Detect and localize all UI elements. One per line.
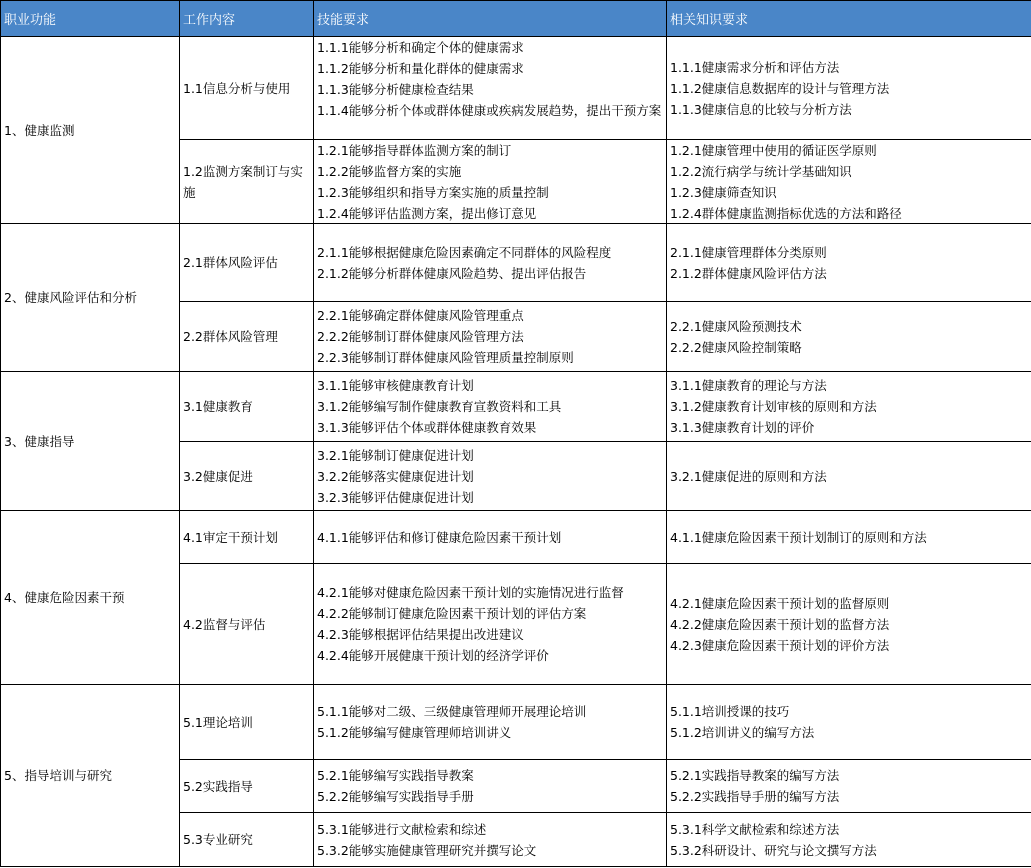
knowledge-item: 2.1.2群体健康风险评估方法 [670, 265, 827, 281]
knowledge-item: 1.2.1健康管理中使用的循证医学原则 [670, 143, 877, 158]
work-content-cell[interactable]: 2.1群体风险评估 [180, 224, 314, 302]
skill-item: 1.1.4能够分析个体或群体健康或疾病发展趋势，提出干预方案 [317, 103, 662, 118]
skill-item: 5.2.1能够编写实践指导教案 [317, 768, 474, 783]
knowledge-cell[interactable] [667, 302, 1031, 372]
table-row [1, 685, 1031, 760]
skill-item: 1.2.2能够监督方案的实施 [317, 164, 462, 179]
skill-cell[interactable] [314, 564, 667, 685]
knowledge-cell[interactable] [667, 37, 1031, 140]
skill-item: 1.2.3能够组织和指导方案实施的质量控制 [317, 185, 549, 200]
header-row [1, 1, 1031, 37]
header-function[interactable]: 职业功能 [1, 1, 180, 37]
function-cell[interactable]: 2、健康风险评估和分析 [1, 224, 180, 372]
knowledge-item: 1.2.3健康筛查知识 [670, 185, 777, 200]
skill-item: 5.3.1能够进行文献检索和综述 [317, 821, 487, 837]
knowledge-item: 5.2.1实践指导教案的编写方法 [670, 768, 840, 783]
knowledge-cell[interactable] [667, 224, 1031, 302]
function-cell[interactable]: 4、健康危险因素干预 [1, 511, 180, 685]
knowledge-item: 5.2.2实践指导手册的编写方法 [670, 789, 840, 804]
table-row [1, 37, 1031, 140]
skill-item: 4.2.3能够根据评估结果提出改进建议 [317, 627, 524, 642]
skill-item: 4.2.4能够开展健康干预计划的经济学评价 [317, 648, 549, 663]
skill-item: 3.2.1能够制订健康促进计划 [317, 447, 474, 463]
knowledge-cell[interactable] [667, 140, 1031, 224]
skill-cell[interactable] [314, 760, 667, 813]
skill-item: 5.1.1能够对二级、三级健康管理师开展理论培训 [317, 704, 587, 719]
skill-item: 3.1.2能够编写制作健康教育宣教资料和工具 [317, 399, 562, 414]
skill-item: 2.2.1能够确定群体健康风险管理重点 [317, 308, 524, 323]
header-knowledge[interactable]: 相关知识要求 [667, 1, 1031, 37]
knowledge-item: 3.1.1健康教育的理论与方法 [670, 378, 827, 393]
header-skill[interactable]: 技能要求 [314, 1, 667, 37]
work-content-cell[interactable]: 1.1信息分析与使用 [180, 37, 314, 140]
knowledge-cell[interactable] [667, 511, 1031, 564]
header-work-content[interactable]: 工作内容 [180, 1, 314, 37]
knowledge-item: 5.3.1科学文献检索和综述方法 [670, 821, 840, 837]
table-row [1, 511, 1031, 564]
knowledge-item: 4.2.2健康危险因素干预计划的监督方法 [670, 616, 890, 632]
knowledge-item: 4.2.3健康危险因素干预计划的评价方法 [670, 637, 890, 653]
work-content-cell[interactable]: 5.1理论培训 [180, 685, 314, 760]
skill-item: 1.1.3能够分析健康检查结果 [317, 82, 474, 97]
knowledge-cell[interactable] [667, 813, 1031, 867]
function-cell[interactable]: 1、健康监测 [1, 37, 180, 224]
knowledge-item: 2.1.1健康管理群体分类原则 [670, 244, 827, 260]
knowledge-item: 2.2.2健康风险控制策略 [670, 339, 802, 355]
knowledge-item: 3.1.3健康教育计划的评价 [670, 420, 815, 435]
work-content-cell[interactable]: 3.1健康教育 [180, 372, 314, 442]
skill-cell[interactable] [314, 813, 667, 867]
skill-cell[interactable] [314, 511, 667, 564]
knowledge-cell[interactable] [667, 760, 1031, 813]
knowledge-cell[interactable] [667, 685, 1031, 760]
work-content-cell[interactable]: 4.2监督与评估 [180, 564, 314, 685]
knowledge-item: 1.2.4群体健康监测指标优选的方法和路径 [670, 206, 902, 221]
skill-cell[interactable] [314, 224, 667, 302]
knowledge-item: 5.3.2科研设计、研究与论文撰写方法 [670, 842, 877, 858]
work-content-cell[interactable]: 5.2实践指导 [180, 760, 314, 813]
knowledge-item: 4.1.1健康危险因素干预计划制订的原则和方法 [670, 529, 927, 545]
function-cell[interactable]: 5、指导培训与研究 [1, 685, 180, 867]
table-row [1, 372, 1031, 442]
skill-item: 4.2.1能够对健康危险因素干预计划的实施情况进行监督 [317, 585, 624, 600]
knowledge-item: 5.1.1培训授课的技巧 [670, 704, 790, 719]
knowledge-item: 2.2.1健康风险预测技术 [670, 318, 802, 334]
skill-item: 3.1.3能够评估个体或群体健康教育效果 [317, 420, 537, 435]
skill-cell[interactable] [314, 442, 667, 511]
work-content-cell[interactable]: 4.1审定干预计划 [180, 511, 314, 564]
knowledge-item: 3.1.2健康教育计划审核的原则和方法 [670, 399, 877, 414]
skill-item: 3.2.3能够评估健康促进计划 [317, 489, 474, 505]
skill-item: 1.1.2能够分析和量化群体的健康需求 [317, 61, 524, 76]
skill-item: 1.1.1能够分析和确定个体的健康需求 [317, 40, 524, 55]
knowledge-item: 3.2.1健康促进的原则和方法 [670, 468, 827, 484]
work-content-cell[interactable]: 2.2群体风险管理 [180, 302, 314, 372]
work-content-cell[interactable]: 1.2监测方案制订与实施 [180, 140, 314, 224]
skill-item: 4.1.1能够评估和修订健康危险因素干预计划 [317, 529, 562, 545]
skill-item: 1.2.1能够指导群体监测方案的制订 [317, 143, 512, 158]
skill-item: 5.1.2能够编写健康管理师培训讲义 [317, 725, 512, 740]
knowledge-cell[interactable] [667, 372, 1031, 442]
knowledge-item: 5.1.2培训讲义的编写方法 [670, 725, 815, 740]
table-row [1, 224, 1031, 302]
skill-cell[interactable] [314, 372, 667, 442]
knowledge-item: 1.2.2流行病学与统计学基础知识 [670, 164, 852, 179]
knowledge-item: 1.1.2健康信息数据库的设计与管理方法 [670, 80, 890, 96]
skill-cell[interactable] [314, 37, 667, 140]
skill-item: 5.2.2能够编写实践指导手册 [317, 789, 474, 804]
work-content-cell[interactable]: 3.2健康促进 [180, 442, 314, 511]
function-cell[interactable]: 3、健康指导 [1, 372, 180, 511]
knowledge-cell[interactable] [667, 564, 1031, 685]
skill-cell[interactable] [314, 302, 667, 372]
skill-item: 5.3.2能够实施健康管理研究并撰写论文 [317, 842, 537, 858]
knowledge-item: 1.1.3健康信息的比较与分析方法 [670, 101, 852, 117]
skill-item: 4.2.2能够制订健康危险因素干预计划的评估方案 [317, 606, 587, 621]
skill-item: 2.1.2能够分析群体健康风险趋势、提出评估报告 [317, 265, 587, 281]
skill-item: 3.2.2能够落实健康促进计划 [317, 468, 474, 484]
knowledge-item: 1.1.1健康需求分析和评估方法 [670, 59, 840, 75]
skill-item: 2.1.1能够根据健康危险因素确定不同群体的风险程度 [317, 244, 612, 260]
skill-item: 3.1.1能够审核健康教育计划 [317, 378, 474, 393]
knowledge-cell[interactable] [667, 442, 1031, 511]
skill-cell[interactable] [314, 140, 667, 224]
knowledge-item: 4.2.1健康危险因素干预计划的监督原则 [670, 595, 890, 611]
skill-item: 2.2.2能够制订群体健康风险管理方法 [317, 329, 524, 344]
skill-cell[interactable] [314, 685, 667, 760]
skill-item: 2.2.3能够制订群体健康风险管理质量控制原则 [317, 350, 574, 365]
work-content-cell[interactable]: 5.3专业研究 [180, 813, 314, 867]
skill-item: 1.2.4能够评估监测方案，提出修订意见 [317, 206, 537, 221]
